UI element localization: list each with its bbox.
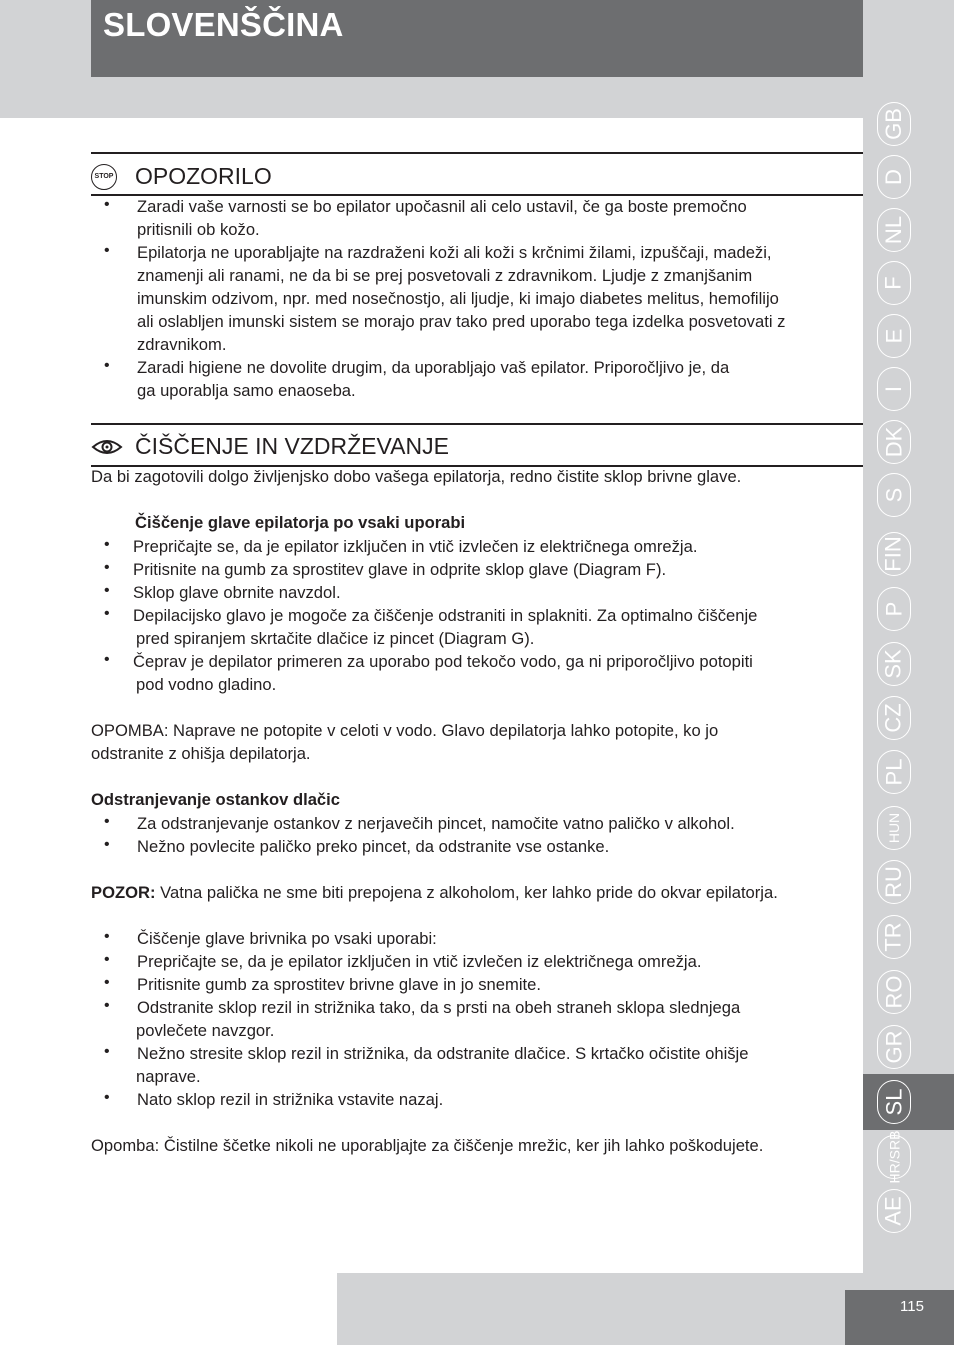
lang-tab-p[interactable] xyxy=(863,583,954,635)
bullet: • xyxy=(104,1089,110,1106)
cleaning-line: naprave. xyxy=(136,1067,201,1086)
cleaning-line: Depilacijsko glavo je mogoče za čiščenje odstraniti in splakniti. Za optimalno čiščenje xyxy=(133,606,758,625)
subsection-title: Odstranjevanje ostankov dlačic xyxy=(91,790,341,809)
bullet: • xyxy=(104,605,110,622)
page-number: 115 xyxy=(900,1298,924,1315)
bullet: • xyxy=(104,997,110,1014)
cleaning-title: ČIŠČENJE IN VZDRŽEVANJE xyxy=(135,433,449,459)
lang-label: GR xyxy=(881,1030,906,1064)
subsection-title: Čiščenje glave epilatorja po vsaki uporabi xyxy=(135,513,466,532)
cleaning-intro: Da bi zagotovili dolgo življenjsko dobo vašega epilatorja, redno čistite sklop brivne glave. xyxy=(91,467,742,486)
bullet: • xyxy=(104,836,110,853)
lang-tab-s[interactable] xyxy=(863,469,954,521)
lang-label: D xyxy=(880,169,906,185)
lang-tab-hun[interactable] xyxy=(863,802,954,854)
cleaning-line: Nežno povlecite paličko preko pincet, da odstranite vse ostanke. xyxy=(137,837,610,856)
title-bar xyxy=(91,0,863,77)
warning-line: Epilatorja ne uporabljajte na razdraženi koži ali koži s krčnimi žilami, izpuščaji, madeži, xyxy=(137,243,772,262)
lang-tab-ru[interactable] xyxy=(863,856,954,908)
warning-line: Zaradi vaše varnosti se bo epilator upočasnil ali celo ustavil, če ga boste premočno xyxy=(137,197,747,216)
lang-label: TR xyxy=(880,922,906,952)
bullet: • xyxy=(104,357,110,374)
lang-tab-dk[interactable] xyxy=(863,416,954,468)
lang-label: SL xyxy=(880,1088,906,1116)
warning-line: Zaradi higiene ne dovolite drugim, da uporabljajo vaš epilator. Priporočljivo je, da xyxy=(137,358,730,377)
cleaning-line: Pritisnite gumb za sprostitev brivne glave in jo snemite. xyxy=(137,975,541,994)
lang-label: AE xyxy=(880,1196,906,1226)
lang-tab-f[interactable] xyxy=(863,257,954,309)
caution-label: POZOR: xyxy=(91,883,156,902)
page-title: SLOVENŠČINA xyxy=(103,6,344,43)
bullet: • xyxy=(104,928,110,945)
caution-text: Vatna palička ne sme biti prepojena z alkoholom, ker lahko pride do okvar epilatorja. xyxy=(155,883,778,902)
lang-tab-gb[interactable] xyxy=(863,98,954,150)
cleaning-line: Prepričajte se, da je epilator izključen in vtič izvlečen iz električnega omrežja. xyxy=(137,952,702,971)
warning-line: pritisnili ob kožo. xyxy=(137,220,260,239)
cleaning-line: Čeprav je depilator primeren za uporabo pod tekočo vodo, ga ni priporočljivo potopiti xyxy=(133,652,753,671)
cleaning-line: povlečete navzgor. xyxy=(136,1021,275,1040)
warning-line: ga uporablja samo enaoseba. xyxy=(137,381,356,400)
cleaning-line: Pritisnite na gumb za sprostitev glave in odprite sklop glave (Diagram F). xyxy=(133,560,667,579)
lang-label: P xyxy=(881,601,906,617)
cleaning-line: Nežno stresite sklop rezil in strižnika, da odstranite dlačice. S krtačko očistite ohišje xyxy=(137,1044,749,1063)
cleaning-line: Prepričajte se, da je epilator izključen in vtič izvlečen iz električnega omrežja. xyxy=(133,537,698,556)
bullet: • xyxy=(104,651,110,668)
lang-label: NL xyxy=(881,215,906,245)
lang-label: I xyxy=(881,385,906,393)
warning-line: znamenji ali ranami, ne da bi se prej posvetovali z zdravnikom. Ljudje z zmanjšanim xyxy=(137,266,753,285)
note-line: odstranite z ohišja depilatorja. xyxy=(91,744,311,763)
lang-label: RU xyxy=(881,866,906,898)
lang-tab-nl[interactable] xyxy=(863,204,954,256)
lang-tab-tr[interactable] xyxy=(863,911,954,963)
lang-tab-sl[interactable] xyxy=(863,1074,954,1130)
lang-label: SK xyxy=(880,649,906,679)
lang-label: E xyxy=(881,328,906,344)
page-number-box xyxy=(845,1290,954,1345)
cleaning-line: Sklop glave obrnite navzdol. xyxy=(133,583,341,602)
cleaning-heading xyxy=(91,433,449,460)
lang-tab-ae[interactable] xyxy=(863,1185,954,1237)
lang-label: HUN xyxy=(886,812,902,844)
lang-tab-gr[interactable] xyxy=(863,1021,954,1073)
bullet: • xyxy=(104,582,110,599)
bullet: • xyxy=(104,196,110,213)
section-rule xyxy=(91,152,863,154)
bullet: • xyxy=(104,242,110,259)
cleaning-line: Za odstranjevanje ostankov z nerjavečih pincet, namočite vatno paličko v alkohol. xyxy=(137,814,735,833)
stop-icon: STOP xyxy=(91,164,117,190)
note-line: Opomba: Čistilne ščetke nikoli ne uporabljajte za čiščenje mrežic, ker jih lahko poškodujete. xyxy=(91,1136,764,1155)
section-rule xyxy=(91,423,863,425)
lang-label: S xyxy=(881,487,906,503)
lang-tab-fin[interactable] xyxy=(863,528,954,580)
lang-label: CZ xyxy=(880,703,906,733)
lang-tab-hr-srb[interactable] xyxy=(863,1131,954,1183)
cleaning-line: Čiščenje glave brivnika po vsaki uporabi: xyxy=(137,929,437,948)
lang-label: F xyxy=(880,276,906,290)
note-line: OPOMBA: Naprave ne potopite v celoti v vodo. Glavo depilatorja lahko potopite, ko jo xyxy=(91,721,719,740)
lang-label: DK xyxy=(881,426,906,458)
warning-heading xyxy=(91,163,272,190)
lang-tab-ro[interactable] xyxy=(863,966,954,1018)
caution-line xyxy=(91,881,778,904)
lang-tab-e[interactable] xyxy=(863,310,954,362)
lang-tab-cz[interactable] xyxy=(863,692,954,744)
lang-label: HR/SRB xyxy=(886,1130,902,1184)
lang-tab-d[interactable] xyxy=(863,151,954,203)
bullet: • xyxy=(104,536,110,553)
warning-title: OPOZORILO xyxy=(135,163,272,189)
lang-label: PL xyxy=(880,758,906,786)
lang-tab-i[interactable] xyxy=(863,363,954,415)
lang-label: GB xyxy=(880,108,906,140)
bullet: • xyxy=(104,951,110,968)
lang-tab-pl[interactable] xyxy=(863,746,954,798)
cleaning-line: Nato sklop rezil in strižnika vstavite nazaj. xyxy=(137,1090,444,1109)
warning-line: zdravnikom. xyxy=(137,335,227,354)
warning-line: imunskim odzivom, npr. med nosečnostjo, ali ljudje, ki imajo diabetes melitus, hemofilijo xyxy=(137,289,779,308)
cleaning-line: Odstranite sklop rezil in strižnika tako, da s prsti na obeh straneh sklopa slednjega xyxy=(137,998,741,1017)
bullet: • xyxy=(104,559,110,576)
bullet: • xyxy=(104,1043,110,1060)
bullet: • xyxy=(104,974,110,991)
cleaning-line: pod vodno gladino. xyxy=(136,675,277,694)
bullet: • xyxy=(104,813,110,830)
lang-label: FIN xyxy=(881,536,907,572)
lang-label: RO xyxy=(881,975,906,1009)
warning-line: ali oslabljen imunski sistem se morajo prav tako pred uporabo tega izdelka posvetovati z xyxy=(137,312,786,331)
eye-icon xyxy=(91,437,123,457)
cleaning-line: pred spiranjem skrtačite dlačice iz pincet (Diagram G). xyxy=(136,629,535,648)
lang-tab-sk[interactable] xyxy=(863,638,954,690)
